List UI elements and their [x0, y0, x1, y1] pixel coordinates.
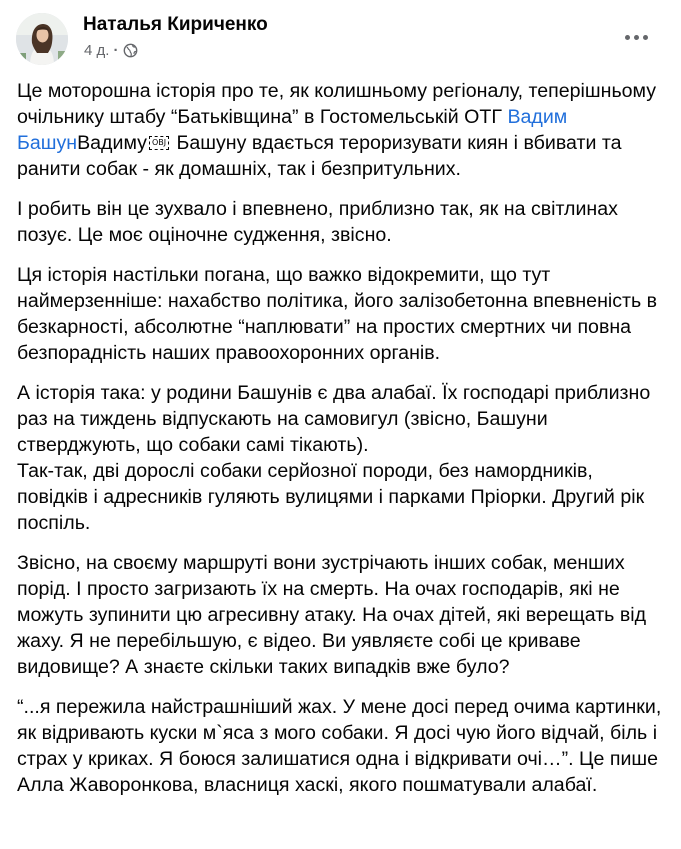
mention-link-vadym-bashun[interactable]: Вадим Башун [17, 106, 568, 154]
author-name[interactable]: Наталья Кириченко [83, 14, 268, 35]
post-paragraph-4a: А історія така: у родини Башунів є два алабаї. Їх господарі приблизно раз на тиждень відпускають на самовигул (звісно, Башуни стверджують, що собаки самі тікають). [17, 382, 651, 456]
post-paragraph-2: І робить він це зухвало і впевнено, приблизно так, як на світлинах позує. Це моє оціночне судження, звісно. [17, 198, 618, 246]
more-options-button[interactable] [618, 23, 654, 51]
author-avatar[interactable] [16, 13, 68, 65]
post-text [17, 78, 667, 812]
paragraph-text: Вадиму [77, 132, 147, 154]
post-paragraph-1 [17, 78, 667, 182]
post-paragraph-5: Звісно, на своєму маршруті вони зустрічають інших собак, менших порід. І просто загризають їх на смерть. На очах господарів, які не можуть зупинити цю агресивну атаку. На очах дітей, які верещать від жаху. Я не перебільшую, є відео. Ви уявляєте собі це криваве видовище? А знаєте скільки таких випадків вже було? [17, 552, 647, 678]
paragraph-text: Це моторошна історія про те, як колишньому регіоналу, теперішньому очільнику штабу “Батьківщина” в Гостомельській ОТГ [17, 80, 657, 128]
meta-separator: · [113, 41, 119, 59]
post-paragraph-3: Ця історія настільки погана, що важко відокремити, що тут наймерзенніше: нахабство політика, його залізобетонна впевненість в безкарності, абсолютне “наплювати” на простих смертних чи повна безпорадність наших правоохоронних органів. [17, 264, 658, 364]
post-header [0, 0, 681, 72]
avatar-photo [16, 13, 68, 65]
post-paragraph-6: “...я пережила найстрашніший жах. У мене досі перед очима картинки, як відривають куски м`яса з мого собаки. Я досі чую його відчай, біль і страх у криках. Я боюся залишатися одна і відкривати очі…”. Це пише Алла Жаворонкова, власниця хаскі, якого пошматували алабаї. [17, 696, 662, 796]
post-meta [84, 41, 138, 59]
post-timestamp[interactable]: 4 д. [84, 41, 110, 59]
paragraph-text: Башуну вдається тероризувати киян і вбивати та ранити собак - як домашніх, так і безпритульних. [17, 132, 622, 180]
post-paragraph-4b: Так-так, дві дорослі собаки серйозної породи, без намордників, повідків і адресників гуляють вулицями і парками Пріорки. Другий рік поспіль. [17, 460, 645, 534]
more-options-icon [625, 35, 648, 40]
object-replacement-glyph: OBJ [149, 136, 169, 150]
globe-icon[interactable] [123, 43, 138, 58]
